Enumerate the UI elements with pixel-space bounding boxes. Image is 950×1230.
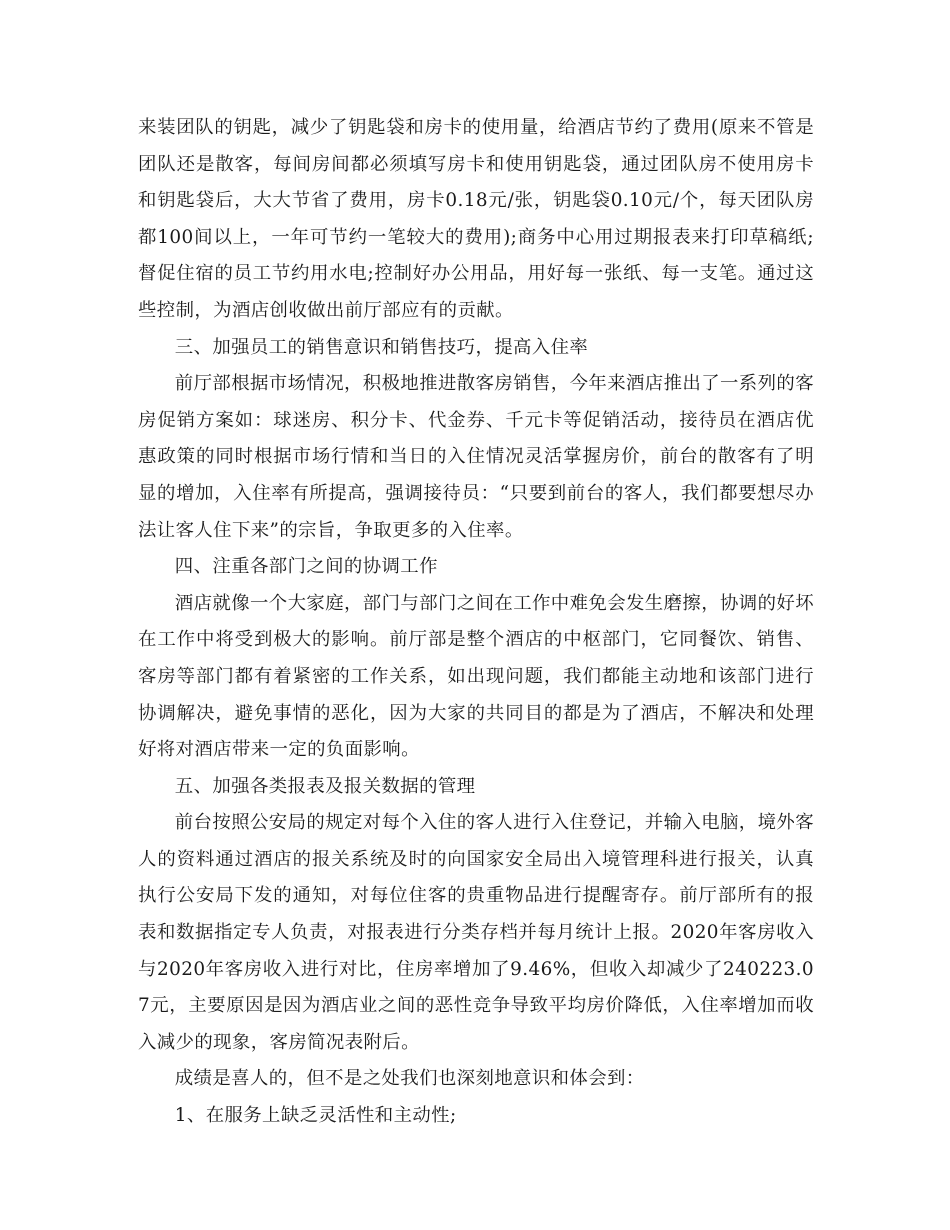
- heading-reports-management: 五、加强各类报表及报关数据的管理: [174, 775, 476, 797]
- paragraph-achievements: 成绩是喜人的，但不是之处我们也深刻地意识和体会到：: [174, 1068, 645, 1090]
- paragraph-cost-control: 来装团队的钥匙，减少了钥匙袋和房卡的使用量，给酒店节约了费用(原来不管是团队还是散客，每间房间都必须填写房卡和使用钥匙袋，通过团队房不使用房卡和钥匙袋后，大大节省了费用，房卡0.18元/张，钥匙袋0.10元/个，每天团队房都100间以上，一年可节约一笔较大的费用);商务中心用过期报表来打印草稿纸;督促住宿的员工节约用水电;控制好办公用品，用好每一张纸、每一支笔。通过这些控制，为酒店创收做出前厅部应有的贡献。: [138, 117, 814, 321]
- paragraph-sales-promotion: 前厅部根据市场情况，积极地推进散客房销售，今年来酒店推出了一系列的客房促销方案如：球迷房、积分卡、代金券、千元卡等促销活动，接待员在酒店优惠政策的同时根据市场行情和当日的入住情况灵活掌握房价，前台的散客有了明显的增加，入住率有所提高，强调接待员：“只要到前台的客人，我们都要想尽办法让客人住下来”的宗旨，争取更多的入住率。: [138, 373, 814, 541]
- heading-sales-awareness: 三、加强员工的销售意识和销售技巧，提高入住率: [174, 336, 589, 358]
- document-page: [138, 110, 814, 1135]
- list-item-1: 1、在服务上缺乏灵活性和主动性;: [174, 1105, 457, 1127]
- paragraph-coordination: 酒店就像一个大家庭，部门与部门之间在工作中难免会发生磨擦，协调的好坏在工作中将受到极大的影响。前厅部是整个酒店的中枢部门，它同餐饮、销售、客房等部门都有着紧密的工作关系，如出现问题，我们都能主动地和该部门进行协调解决，避免事情的恶化，因为大家的共同目的都是为了酒店，不解决和处理好将对酒店带来一定的负面影响。: [138, 592, 814, 761]
- heading-coordination: 四、注重各部门之间的协调工作: [174, 556, 438, 578]
- paragraph-reports-management: 前台按照公安局的规定对每个入住的客人进行入住登记，并输入电脑，境外客人的资料通过酒店的报关系统及时的向国家安全局出入境管理科进行报关，认真执行公安局下发的通知，对每位住客的贵重物品进行提醒寄存。前厅部所有的报表和数据指定专人负责，对报表进行分类存档并每月统计上报。2020年客房收入与2020年客房收入进行对比，住房率增加了9.46%，但收入却减少了240223.07元，主要原因是因为酒店业之间的恶性竞争导致平均房价降低，入住率增加而收入减少的现象，客房简况表附后。: [138, 812, 814, 1053]
